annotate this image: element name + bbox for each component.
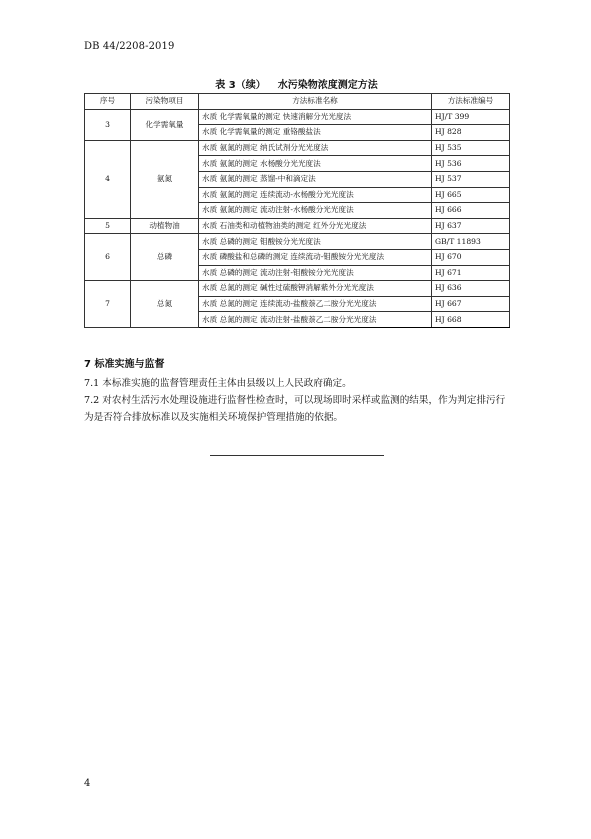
method-name: 水质 化学需氧量的测定 快速消解分光光度法 — [199, 109, 432, 125]
method-code: HJ/T 399 — [432, 109, 510, 125]
method-name: 水质 石油类和动植物油类的测定 红外分光光度法 — [199, 218, 432, 234]
section-heading: 7 标准实施与监督 — [84, 359, 165, 370]
pollutant-name: 总磷 — [131, 234, 199, 281]
method-code: HJ 665 — [432, 187, 510, 203]
pollutant-name: 化学需氧量 — [131, 109, 199, 140]
paragraph-7-1: 7.1 本标准实施的监督管理责任主体由县级以上人民政府确定。 — [84, 378, 352, 389]
page-number: 4 — [84, 778, 91, 789]
table-row — [85, 234, 510, 250]
table-header-row — [85, 94, 510, 110]
method-name: 水质 总磷的测定 钼酸铵分光光度法 — [199, 234, 432, 250]
method-name: 水质 氨氮的测定 流动注射-水杨酸分光光度法 — [199, 203, 432, 219]
method-code: HJ 537 — [432, 171, 510, 187]
method-name: 水质 氨氮的测定 水杨酸分光光度法 — [199, 156, 432, 172]
method-name: 水质 氨氮的测定 连续流动-水杨酸分光光度法 — [199, 187, 432, 203]
standard-code-header: DB 44/2208-2019 — [84, 41, 175, 52]
method-name: 水质 总氮的测定 流动注射-盐酸萘乙二胺分光光度法 — [199, 312, 432, 328]
row-number: 6 — [85, 234, 131, 281]
method-code: HJ 637 — [432, 218, 510, 234]
method-code: HJ 670 — [432, 249, 510, 265]
table-caption-title: 水污染物浓度测定方法 — [277, 80, 378, 91]
method-code: HJ 536 — [432, 156, 510, 172]
col-header-no: 序号 — [85, 94, 131, 110]
method-code: HJ 671 — [432, 265, 510, 281]
method-name: 水质 磷酸盐和总磷的测定 连续流动-钼酸铵分光光度法 — [199, 249, 432, 265]
method-code: HJ 666 — [432, 203, 510, 219]
table-caption — [84, 76, 509, 91]
method-name: 水质 氨氮的测定 纳氏试剂分光光度法 — [199, 140, 432, 156]
end-of-document-rule — [210, 455, 384, 456]
table-row — [85, 218, 510, 234]
method-code: HJ 828 — [432, 125, 510, 141]
method-name: 水质 总氮的测定 碱性过硫酸钾消解紫外分光光度法 — [199, 281, 432, 297]
paragraph-7-2: 7.2 对农村生活污水处理设施进行监督性检查时，可以现场即时采样或监测的结果，作为判定排污行为是否符合排放标准以及实施相关环境保护管理措施的依据。 — [84, 395, 506, 423]
row-number: 3 — [85, 109, 131, 140]
col-header-code: 方法标准编号 — [432, 94, 510, 110]
method-name: 水质 化学需氧量的测定 重铬酸盐法 — [199, 125, 432, 141]
col-header-pollutant: 污染物项目 — [131, 94, 199, 110]
method-code: GB/T 11893 — [432, 234, 510, 250]
row-number: 5 — [85, 218, 131, 234]
table-row — [85, 140, 510, 156]
pollutant-name: 动植物油 — [131, 218, 199, 234]
method-name: 水质 总磷的测定 流动注射-钼酸铵分光光度法 — [199, 265, 432, 281]
pollutant-name: 总氮 — [131, 281, 199, 328]
method-name: 水质 总氮的测定 连续流动-盐酸萘乙二胺分光光度法 — [199, 296, 432, 312]
table-row — [85, 109, 510, 125]
pollutant-name: 氨氮 — [131, 140, 199, 218]
pollutant-methods-table — [84, 93, 510, 328]
col-header-method: 方法标准名称 — [199, 94, 432, 110]
table-row — [85, 281, 510, 297]
method-code: HJ 668 — [432, 312, 510, 328]
method-code: HJ 535 — [432, 140, 510, 156]
table-caption-label: 表 3（续） — [215, 80, 266, 91]
row-number: 4 — [85, 140, 131, 218]
method-code: HJ 667 — [432, 296, 510, 312]
method-code: HJ 636 — [432, 281, 510, 297]
method-name: 水质 氨氮的测定 蒸馏-中和滴定法 — [199, 171, 432, 187]
row-number: 7 — [85, 281, 131, 328]
